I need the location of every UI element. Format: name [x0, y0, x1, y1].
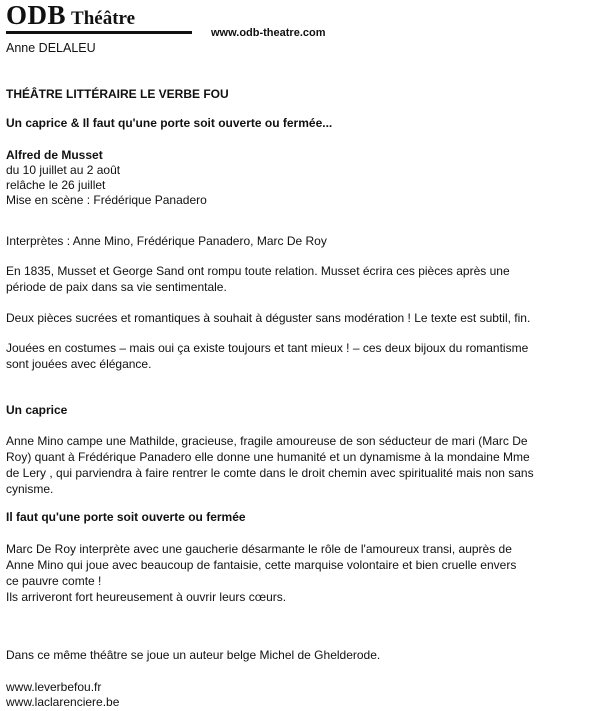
section-title-un-caprice: Un caprice — [6, 403, 68, 417]
paragraph-line: sont jouées avec élégance. — [6, 357, 152, 371]
paragraph-line: de Lery , qui parviendra à faire rentrer le comte dans le droit chemin avec spiritualité mais non sans — [6, 466, 534, 480]
paragraph-line: cynisme. — [6, 482, 54, 496]
playwright-name: Alfred de Musset — [6, 148, 103, 162]
logo-odb-text: ODB — [6, 0, 67, 30]
paragraph-costumes — [6, 340, 584, 372]
paragraph-line: Ils arriveront fort heureusement à ouvrir leurs cœurs. — [6, 590, 287, 604]
cast-list: Interprètes : Anne Mino, Frédérique Panadero, Marc De Roy — [6, 234, 327, 248]
closing-note: Dans ce même théâtre se joue un auteur belge Michel de Ghelderode. — [6, 648, 381, 662]
paragraph-appreciation — [6, 310, 584, 326]
section-body-un-caprice — [6, 433, 584, 497]
author-name: Anne DELALEU — [6, 41, 96, 55]
paragraph-context — [6, 263, 584, 295]
director-credit: Mise en scène : Frédérique Panadero — [6, 193, 207, 207]
show-title: Un caprice & Il faut qu'une porte soit ouverte ou fermée... — [6, 116, 333, 130]
paragraph-line: En 1835, Musset et George Sand ont rompu toute relation. Musset écrira ces pièces après une — [6, 264, 510, 278]
paragraph-line: période de paix dans sa vie sentimentale. — [6, 280, 227, 294]
venue-heading: THÉÂTRE LITTÉRAIRE LE VERBE FOU — [6, 87, 229, 101]
paragraph-line: Deux pièces sucrées et romantiques à souhait à déguster sans modération ! Le texte est subtil, fin. — [6, 311, 531, 325]
paragraph-line: Roy) quant à Frédérique Panadero elle donne une humanité et un dynamisme à la mondaine Mme — [6, 450, 530, 464]
logo-theatre-text: Théâtre — [71, 8, 136, 29]
odb-theatre-logo — [6, 0, 135, 30]
section-title-porte: Il faut qu'une porte soit ouverte ou fermée — [6, 510, 246, 524]
link-leverbefou[interactable]: www.leverbefou.fr — [6, 680, 102, 694]
paragraph-line: Jouées en costumes – mais oui ça existe toujours et tant mieux ! – ces deux bijoux du romantisme — [6, 341, 529, 355]
paragraph-line: Anne Mino campe une Mathilde, gracieuse, fragile amoureuse de son séducteur de mari (Marc De — [6, 434, 528, 448]
paragraph-line: ce pauvre comte ! — [6, 574, 102, 588]
paragraph-line: Anne Mino qui joue avec beaucoup de fantaisie, cette marquise volontaire et bien cruelle envers — [6, 558, 517, 572]
show-dates: du 10 juillet au 2 août — [6, 163, 121, 177]
link-laclarenciere[interactable]: www.laclarenciere.be — [6, 695, 120, 709]
relache-date: relâche le 26 juillet — [6, 178, 106, 192]
section-body-porte — [6, 541, 584, 605]
paragraph-line: Marc De Roy interprète avec une gaucherie désarmante le rôle de l'amoureux transi, auprès de — [6, 542, 512, 556]
logo-underline — [6, 31, 192, 34]
website-url: www.odb-theatre.com — [211, 27, 326, 39]
